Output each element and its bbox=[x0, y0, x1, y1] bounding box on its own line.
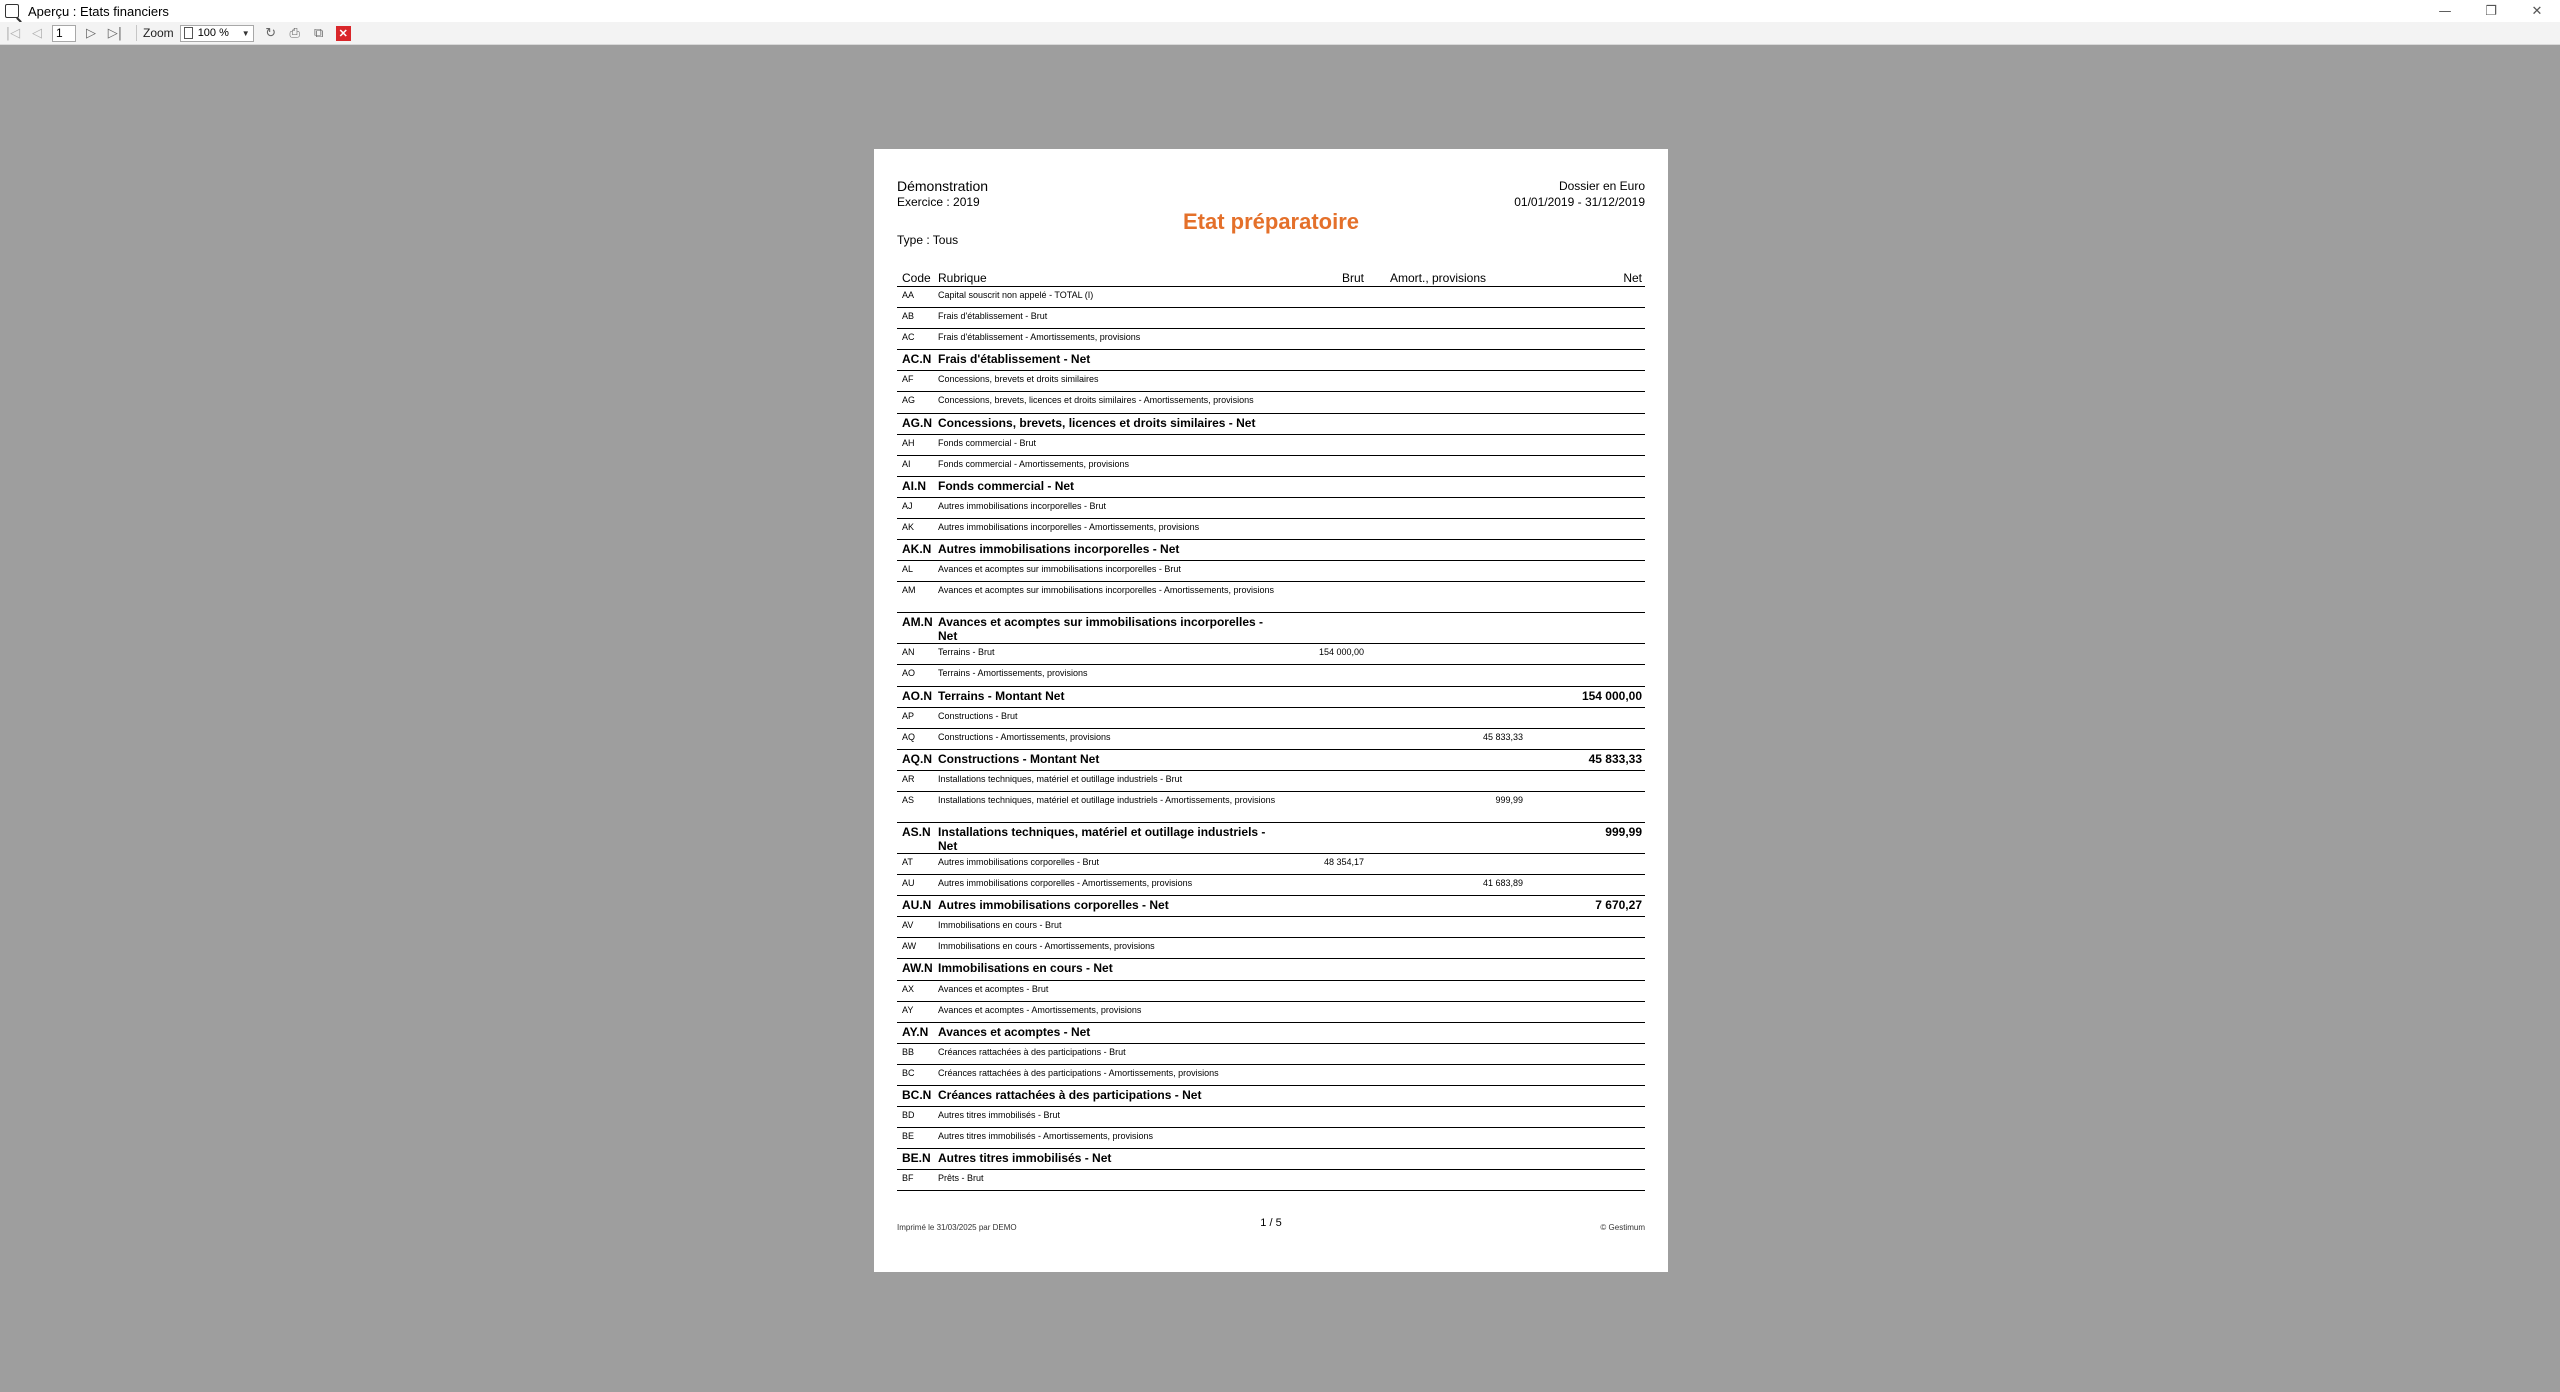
table-row bbox=[897, 981, 1645, 1002]
window-controls bbox=[2422, 0, 2560, 22]
table-row bbox=[897, 1023, 1645, 1044]
row-code: AK bbox=[902, 522, 915, 533]
row-brut: 48 354,17 bbox=[1323, 856, 1364, 867]
row-code: AM.N bbox=[902, 615, 933, 630]
row-code: AH bbox=[902, 437, 915, 448]
row-code: AB bbox=[902, 311, 915, 322]
row-label: Installations techniques, matériel et outillage industriels - Brut bbox=[938, 773, 1183, 784]
row-amort: 41 683,89 bbox=[1482, 878, 1523, 889]
currency-info: Dossier en Euro bbox=[1558, 179, 1645, 193]
row-label: Autres immobilisations incorporelles - Brut bbox=[938, 500, 1107, 511]
table-row bbox=[897, 392, 1645, 413]
minimize-button[interactable]: — bbox=[2438, 3, 2452, 19]
row-code: AV bbox=[902, 920, 914, 931]
row-label: Installations techniques, matériel et outillage industriels - Amortissements, provisions bbox=[938, 794, 1276, 805]
export-icon[interactable]: ⧉ bbox=[314, 25, 324, 41]
table-row bbox=[897, 435, 1645, 456]
row-label: Autres immobilisations incorporelles - Net bbox=[938, 542, 1180, 557]
row-code: BC bbox=[902, 1067, 915, 1078]
report-table bbox=[897, 269, 1645, 1191]
table-row bbox=[897, 414, 1645, 435]
row-code: AS.N bbox=[902, 824, 931, 839]
table-row bbox=[897, 561, 1645, 582]
table-row bbox=[897, 308, 1645, 329]
row-code: AF bbox=[902, 374, 914, 385]
row-code: AQ bbox=[902, 731, 916, 742]
row-label: Fonds commercial - Brut bbox=[938, 437, 1037, 448]
row-label: Prêts - Brut bbox=[938, 1173, 984, 1184]
zoom-value: 100 % bbox=[197, 27, 229, 39]
row-label: Créances rattachées à des participations - Amortissements, provisions bbox=[938, 1067, 1219, 1078]
row-code: AJ bbox=[902, 500, 913, 511]
row-label: Frais d'établissement - Brut bbox=[938, 311, 1048, 322]
row-label: Terrains - Montant Net bbox=[938, 688, 1065, 703]
close-window-button[interactable]: ✕ bbox=[2531, 3, 2543, 19]
title-bar bbox=[0, 0, 2560, 22]
row-code: AC bbox=[902, 332, 915, 343]
table-row bbox=[897, 687, 1645, 708]
row-code: AR bbox=[902, 773, 915, 784]
row-code: AY.N bbox=[902, 1024, 929, 1039]
row-label: Constructions - Montant Net bbox=[938, 751, 1100, 766]
row-label: Autres immobilisations corporelles - Net bbox=[938, 898, 1169, 913]
page-number-input[interactable] bbox=[52, 25, 76, 42]
row-label: Autres immobilisations incorporelles - Amortissements, provisions bbox=[938, 522, 1200, 533]
row-code: AU.N bbox=[902, 898, 932, 913]
row-label: Capital souscrit non appelé - TOTAL (I) bbox=[938, 290, 1094, 300]
table-row bbox=[897, 823, 1645, 854]
table-row bbox=[897, 1149, 1645, 1170]
table-body bbox=[897, 287, 1645, 1191]
row-code: AC.N bbox=[902, 352, 932, 367]
table-row bbox=[897, 708, 1645, 729]
table-row bbox=[897, 917, 1645, 938]
row-code: AK.N bbox=[902, 542, 932, 557]
row-label: Immobilisations en cours - Amortissements, provisions bbox=[938, 941, 1155, 952]
row-label: Autres immobilisations corporelles - Brut bbox=[938, 856, 1100, 867]
table-row bbox=[897, 792, 1645, 823]
row-net: 45 833,33 bbox=[1588, 751, 1642, 766]
row-code: AU bbox=[902, 878, 915, 889]
table-row bbox=[897, 540, 1645, 561]
row-label: Avances et acomptes sur immobilisations incorporelles - Amortissements, provisions bbox=[938, 585, 1274, 596]
table-row bbox=[897, 959, 1645, 980]
table-row bbox=[897, 1128, 1645, 1149]
row-code: AI bbox=[902, 458, 911, 469]
row-code: AL bbox=[902, 564, 914, 575]
row-code: AM bbox=[902, 585, 916, 596]
row-label: Concessions, brevets, licences et droits similaires - Amortissements, provisions bbox=[938, 395, 1254, 406]
row-amort: 45 833,33 bbox=[1482, 731, 1523, 742]
row-code: AQ.N bbox=[902, 751, 932, 766]
row-code: AS bbox=[902, 794, 915, 805]
row-label: Avances et acomptes - Amortissements, provisions bbox=[938, 1004, 1142, 1015]
row-code: AX bbox=[902, 983, 915, 994]
first-page-button[interactable]: |◁ bbox=[5, 25, 21, 41]
row-code: AY bbox=[902, 1004, 914, 1015]
row-label: Immobilisations en cours - Brut bbox=[938, 920, 1062, 931]
page-indicator: 1 / 5 bbox=[1260, 1217, 1282, 1229]
last-page-button[interactable]: ▷| bbox=[107, 25, 123, 41]
row-code: AO bbox=[902, 668, 916, 679]
row-code: AT bbox=[902, 856, 913, 867]
table-row bbox=[897, 456, 1645, 477]
table-row bbox=[897, 1065, 1645, 1086]
table-row bbox=[897, 1170, 1645, 1191]
report-header-right bbox=[1514, 179, 1645, 209]
table-row bbox=[897, 477, 1645, 498]
row-label: Avances et acomptes - Net bbox=[938, 1024, 1091, 1039]
row-label: Autres titres immobilisés - Brut bbox=[938, 1110, 1061, 1121]
row-code: BB bbox=[902, 1046, 915, 1057]
table-row bbox=[897, 729, 1645, 750]
row-label: Fonds commercial - Amortissements, provisions bbox=[938, 458, 1130, 469]
table-row bbox=[897, 350, 1645, 371]
row-label: Autres immobilisations corporelles - Amortissements, provisions bbox=[938, 878, 1193, 889]
print-icon[interactable]: ⎙ bbox=[289, 25, 300, 41]
row-code: AP bbox=[902, 710, 915, 721]
row-code: BE bbox=[902, 1131, 915, 1142]
row-label: Autres titres immobilisés - Amortissements, provisions bbox=[938, 1131, 1154, 1142]
table-row bbox=[897, 665, 1645, 686]
row-label: Créances rattachées à des participations - Brut bbox=[938, 1046, 1126, 1057]
row-label: Frais d'établissement - Net bbox=[938, 352, 1091, 367]
header-amort: Amort., provisions bbox=[1390, 271, 1487, 285]
exercise-year: Exercice : 2019 bbox=[897, 195, 980, 209]
row-code: AW bbox=[902, 941, 917, 952]
toolbar-separator bbox=[136, 25, 137, 41]
row-code: AI.N bbox=[902, 478, 926, 493]
window-title: Aperçu : Etats financiers bbox=[28, 3, 169, 19]
header-net: Net bbox=[1623, 271, 1642, 285]
row-label: Avances et acomptes sur immobilisations incorporelles - Brut bbox=[938, 564, 1181, 575]
zoom-select[interactable] bbox=[180, 25, 254, 42]
table-row bbox=[897, 498, 1645, 519]
preview-app-icon bbox=[5, 4, 19, 18]
header-brut: Brut bbox=[1341, 271, 1364, 285]
preview-toolbar bbox=[0, 22, 2560, 45]
row-code: AG.N bbox=[902, 415, 932, 430]
row-label: Concessions, brevets, licences et droits similaires - Net bbox=[938, 415, 1256, 430]
table-row bbox=[897, 1002, 1645, 1023]
row-label: Constructions - Brut bbox=[938, 710, 1018, 721]
table-row bbox=[897, 750, 1645, 771]
row-code: AG bbox=[902, 395, 916, 406]
table-row bbox=[897, 519, 1645, 540]
table-row bbox=[897, 371, 1645, 392]
row-code: BE.N bbox=[902, 1151, 931, 1166]
row-label: Constructions - Amortissements, provisions bbox=[938, 731, 1111, 742]
type-filter: Type : Tous bbox=[897, 233, 959, 247]
row-code: AW.N bbox=[902, 961, 933, 976]
table-row bbox=[897, 938, 1645, 959]
table-row bbox=[897, 854, 1645, 875]
row-code: AN bbox=[902, 647, 915, 658]
print-info: Imprimé le 31/03/2025 par DEMO bbox=[897, 1223, 1017, 1232]
row-code: BF bbox=[902, 1173, 914, 1184]
table-row bbox=[897, 1086, 1645, 1107]
refresh-icon[interactable]: ↻ bbox=[265, 25, 277, 41]
row-net: 7 670,27 bbox=[1595, 898, 1642, 913]
table-row bbox=[897, 1044, 1645, 1065]
restore-button[interactable]: ❐ bbox=[2485, 3, 2497, 19]
row-label: Avances et acomptes - Brut bbox=[938, 983, 1049, 994]
next-page-button[interactable]: ▷ bbox=[86, 25, 96, 41]
close-preview-button[interactable]: ✕ bbox=[336, 26, 351, 41]
report-page bbox=[874, 149, 1668, 1272]
header-code: Code bbox=[902, 271, 931, 285]
zoom-label: Zoom bbox=[143, 26, 174, 40]
table-row bbox=[897, 329, 1645, 350]
table-row bbox=[897, 875, 1645, 896]
copyright: © Gestimum bbox=[1600, 1223, 1645, 1232]
company-name: Démonstration bbox=[897, 178, 989, 194]
chevron-down-icon: ▼ bbox=[241, 28, 250, 38]
row-label: Créances rattachées à des participations - Net bbox=[938, 1088, 1202, 1102]
table-row bbox=[897, 582, 1645, 613]
period-range: 01/01/2019 - 31/12/2019 bbox=[1514, 195, 1645, 209]
table-row bbox=[897, 644, 1645, 665]
row-brut: 154 000,00 bbox=[1318, 647, 1364, 658]
row-net: 154 000,00 bbox=[1581, 688, 1642, 703]
page-icon bbox=[184, 27, 193, 39]
table-row bbox=[897, 896, 1645, 917]
row-code: BD bbox=[902, 1110, 915, 1121]
row-label: Concessions, brevets et droits similaires bbox=[938, 374, 1099, 385]
report-header-left bbox=[897, 178, 988, 209]
row-label: Immobilisations en cours - Net bbox=[938, 961, 1113, 976]
row-label: Terrains - Amortissements, provisions bbox=[938, 668, 1088, 679]
row-label: Frais d'établissement - Amortissements, provisions bbox=[938, 332, 1141, 343]
row-code: AA bbox=[902, 290, 915, 300]
row-amort: 999,99 bbox=[1495, 794, 1523, 805]
row-net: 999,99 bbox=[1605, 824, 1642, 839]
row-label: Avances et acomptes sur immobilisations incorporelles - Net bbox=[938, 615, 1263, 644]
row-label: Autres titres immobilisés - Net bbox=[938, 1151, 1112, 1166]
table-row bbox=[897, 287, 1645, 308]
table-row bbox=[897, 771, 1645, 792]
row-label: Installations techniques, matériel et outillage industriels - Net bbox=[938, 824, 1266, 853]
row-code: AO.N bbox=[902, 688, 932, 703]
prev-page-button[interactable]: ◁ bbox=[32, 25, 42, 41]
row-label: Fonds commercial - Net bbox=[938, 478, 1075, 493]
table-header bbox=[897, 269, 1645, 287]
header-rubrique: Rubrique bbox=[938, 271, 987, 285]
row-label: Terrains - Brut bbox=[938, 647, 995, 658]
table-row bbox=[897, 1107, 1645, 1128]
report-title: Etat préparatoire bbox=[1182, 209, 1360, 234]
table-row bbox=[897, 613, 1645, 644]
row-code: BC.N bbox=[902, 1088, 932, 1102]
